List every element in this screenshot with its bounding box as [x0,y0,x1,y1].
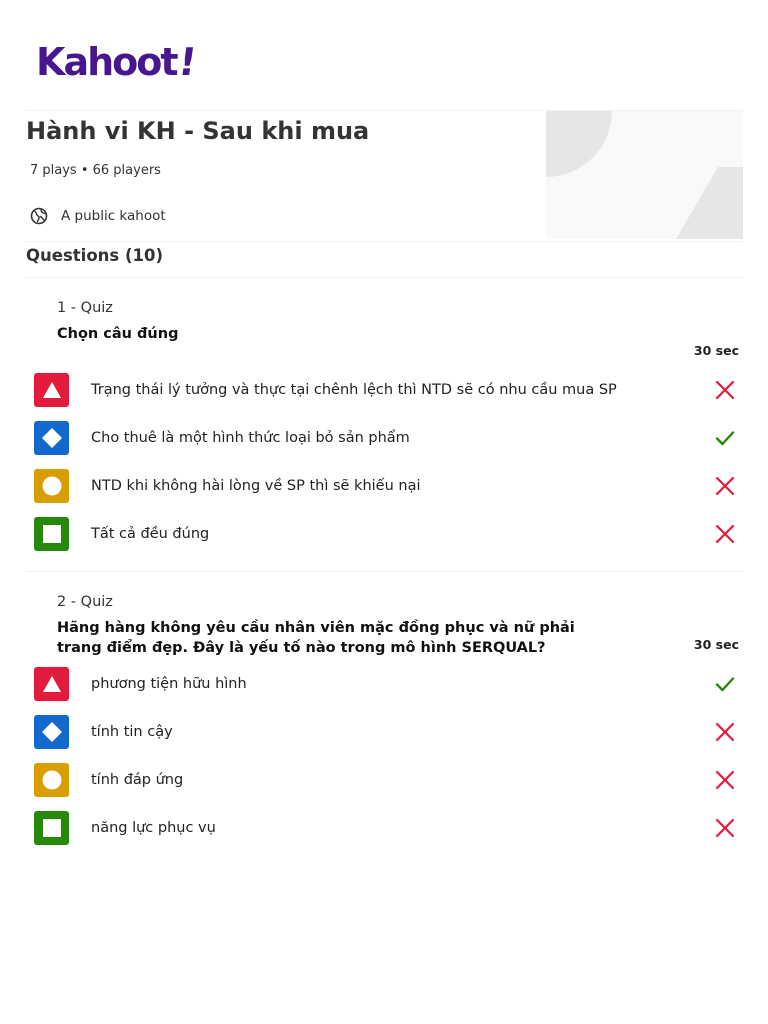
question-text: Chọn câu đúng [57,326,179,342]
question-type: 1 - Quiz [57,300,113,316]
kahoot-title: Hành vi KH - Sau khi mua [26,117,370,145]
answer-option [34,420,743,456]
play-stats: 7 plays • 66 players [30,163,161,178]
cross-icon [713,474,737,498]
diamond-icon [34,421,69,455]
square-icon [34,811,69,845]
answer-option [34,714,743,750]
diamond-icon [34,715,69,749]
visibility-info [30,207,166,225]
answer-text: Tất cả đều đúng [91,526,210,542]
answer-text: Trạng thái lý tưởng và thực tại chênh lệch thì NTD sẽ có nhu cầu mua SP [91,382,617,398]
triangle-icon [34,373,69,407]
answer-text: NTD khi không hài lòng về SP thì sẽ khiếu nại [91,478,421,494]
question-time-limit: 30 sec [693,343,739,358]
cross-icon [713,768,737,792]
answer-option [34,762,743,798]
divider [26,277,743,278]
answer-text: Cho thuê là một hình thức loại bỏ sản phẩm [91,430,410,446]
question-type: 2 - Quiz [57,594,113,610]
circle-icon [34,763,69,797]
answer-option [34,372,743,408]
header-decoration [546,111,743,239]
answer-text: phương tiện hữu hình [91,676,247,692]
circle-icon [34,469,69,503]
cross-icon [713,378,737,402]
question-text: Hãng hàng không yêu cầu nhân viên mặc đồng phục và nữ phải trang điểm đẹp. Đây là yếu tố nào trong mô hình SERQUAL? [57,620,575,656]
cross-icon [713,522,737,546]
answer-text: tính tin cậy [91,724,173,740]
triangle-icon [34,667,69,701]
square-icon [34,517,69,551]
answer-option [34,810,743,846]
visibility-label: A public kahoot [61,208,166,224]
answer-option [34,516,743,552]
answer-text: tính đáp ứng [91,772,184,788]
answer-text: năng lực phục vụ [91,820,216,836]
kahoot-logo: Kahoot! [36,40,197,84]
question-time-limit: 30 sec [693,637,739,652]
checkmark-icon [713,672,737,696]
cross-icon [713,816,737,840]
questions-heading: Questions (10) [26,246,164,265]
answer-option [34,468,743,504]
kahoot-header [26,110,743,242]
divider [26,571,743,572]
answer-option [34,666,743,702]
checkmark-icon [713,426,737,450]
globe-icon [30,207,48,225]
cross-icon [713,720,737,744]
